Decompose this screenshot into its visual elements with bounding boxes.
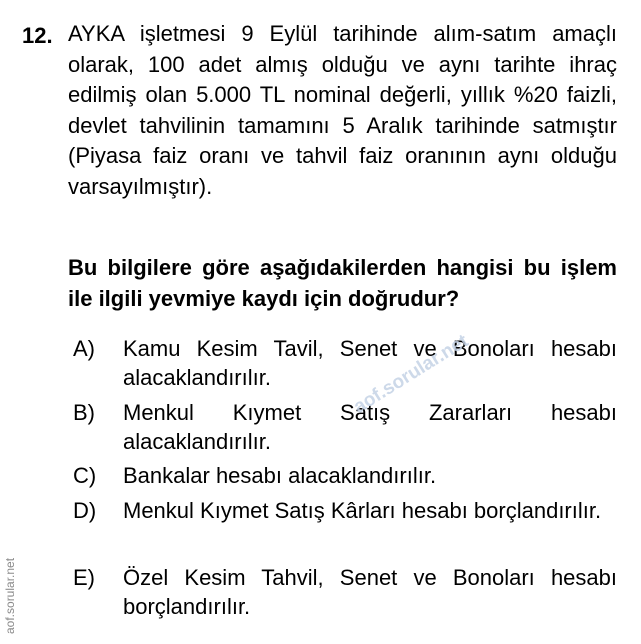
option-letter: D) bbox=[73, 498, 97, 523]
question-prompt: Bu bilgilere göre aşağıdakilerden hangisi bu işlem ile ilgili yevmiye kaydı için doğrudur? bbox=[68, 255, 617, 311]
option-letter: C) bbox=[73, 463, 97, 488]
option-text: Özel Kesim Tahvil, Senet ve Bonoları hesabı borçlandırılır. bbox=[123, 565, 617, 619]
watermark-center: aof.sorular.net bbox=[350, 330, 473, 418]
option-b[interactable] bbox=[73, 398, 617, 456]
option-text: Menkul Kıymet Satış Kârları hesabı borçlandırılır. bbox=[123, 498, 602, 523]
option-c[interactable] bbox=[73, 461, 617, 490]
option-letter: A) bbox=[73, 336, 95, 361]
option-d[interactable] bbox=[73, 496, 617, 525]
option-text: Kamu Kesim Tavil, Senet ve Bonoları hesabı alacaklandırılır. bbox=[123, 336, 617, 390]
question-stem: AYKA işletmesi 9 Eylül tarihinde alım-satım amaçlı olarak, 100 adet almış olduğu ve aynı tarihte ihraç edilmiş olan 5.000 TL nominal değerli, yıllık %20 faizli, devlet tahvilinin tamamını 5 Aralık tarihinde satmıştır (Piyasa faiz oranı ve tahvil faiz oranının aynı olduğu varsayılmıştır). bbox=[68, 21, 617, 199]
option-letter: B) bbox=[73, 400, 95, 425]
option-text: Bankalar hesabı alacaklandırılır. bbox=[123, 463, 437, 488]
option-text: Menkul Kıymet Satış Zararları hesabı alacaklandırılır. bbox=[123, 400, 617, 454]
question-number: 12. bbox=[22, 23, 53, 48]
option-e[interactable] bbox=[73, 563, 617, 621]
option-letter: E) bbox=[73, 565, 95, 590]
option-a[interactable] bbox=[73, 334, 617, 392]
watermark-side: aof.sorular.net bbox=[3, 557, 17, 634]
